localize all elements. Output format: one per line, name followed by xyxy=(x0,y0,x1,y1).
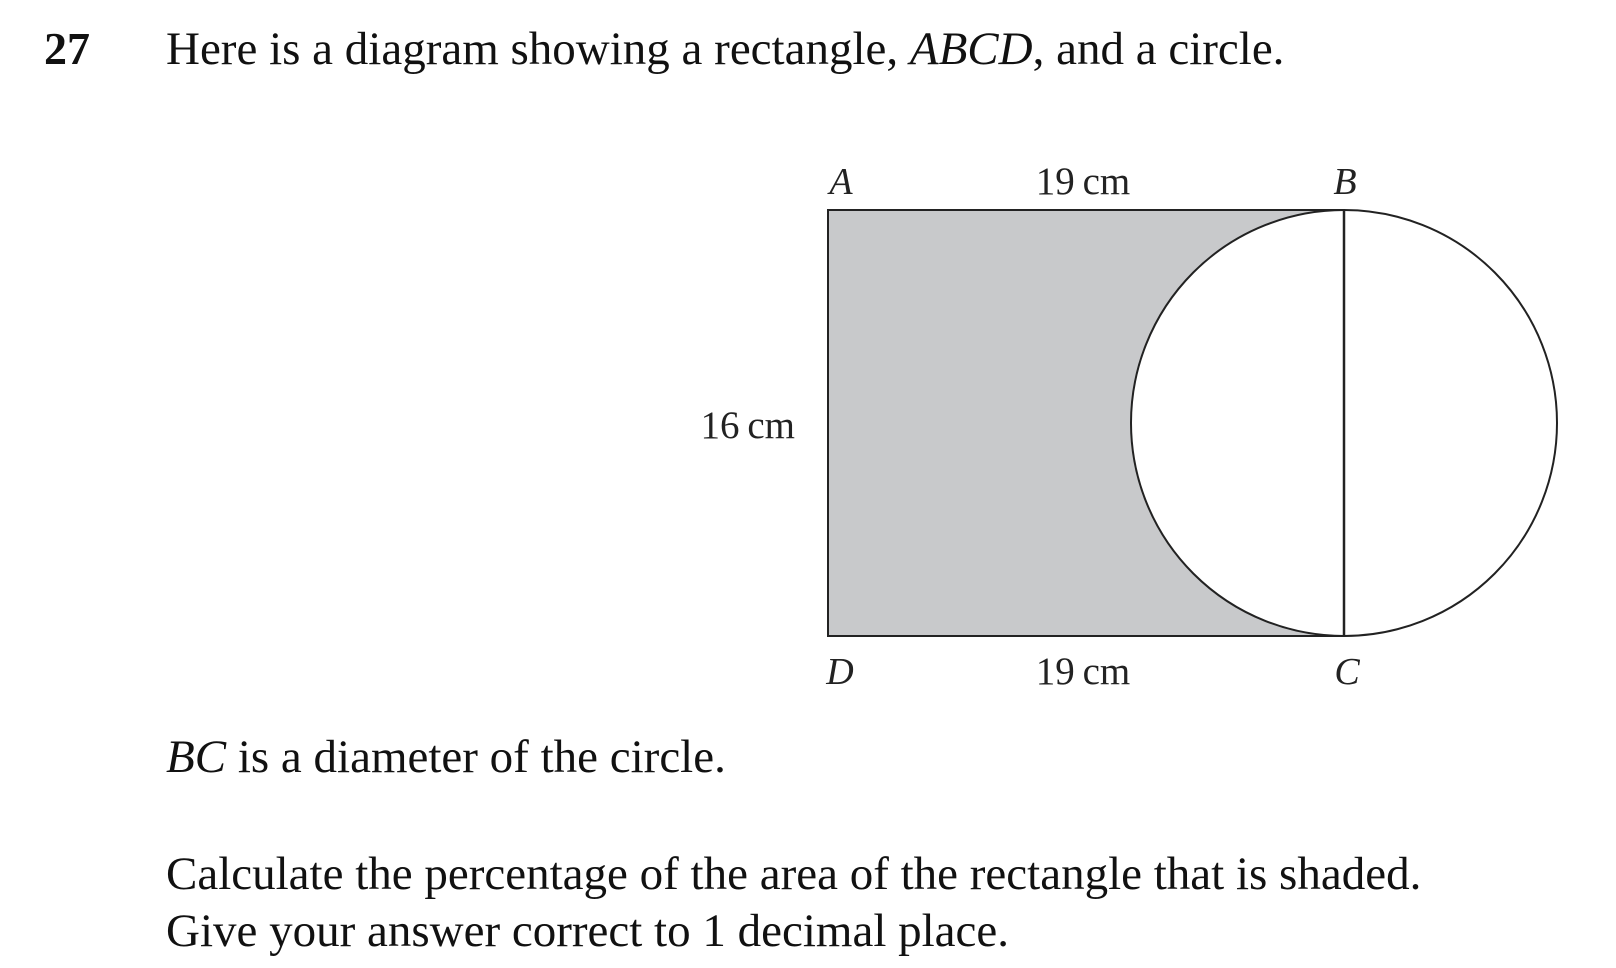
segment-name: BC xyxy=(166,731,227,783)
question-intro-start: Here is a diagram showing a rectangle, xyxy=(166,23,910,75)
vertex-label-c: C xyxy=(1334,651,1360,693)
top-length-label: 19 cm xyxy=(1035,160,1131,203)
question-intro-end: , and a circle. xyxy=(1032,23,1285,75)
diameter-statement-rest: is a diameter of the circle. xyxy=(226,731,726,783)
task-line-2: Give your answer correct to 1 decimal place. xyxy=(166,905,1010,957)
task-line-1: Calculate the percentage of the area of the rectangle that is shaded. xyxy=(166,848,1422,900)
shaded-region xyxy=(828,210,1344,636)
bottom-length-label: 19 cm xyxy=(1035,650,1131,693)
vertex-label-a: A xyxy=(829,161,853,203)
vertex-label-b: B xyxy=(1333,161,1357,203)
diameter-statement xyxy=(166,731,726,783)
rectangle-name: ABCD xyxy=(909,23,1033,75)
question-number: 27 xyxy=(44,23,90,74)
side-length-label: 16 cm xyxy=(700,404,795,447)
vertex-label-d: D xyxy=(826,651,854,693)
